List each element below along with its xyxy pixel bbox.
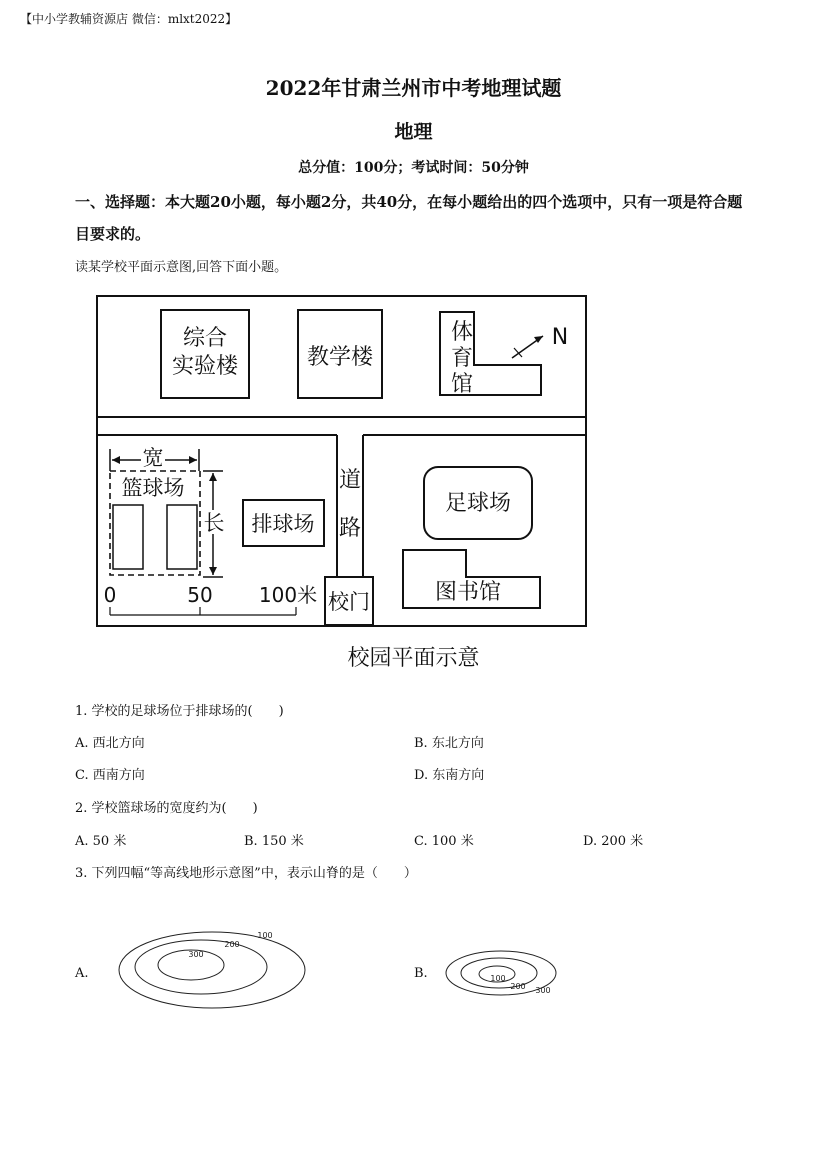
question-3: 3. 下列四幅“等高线地形示意图”中，表示山脊的是（ ） — [75, 866, 417, 881]
contour-b-label-200: 200 — [510, 982, 526, 991]
question-2: 2. 学校篮球场的宽度约为( ) — [75, 801, 258, 816]
question-1: 1. 学校的足球场位于排球场的( ) — [75, 704, 284, 719]
volleyball-label: 排球场 — [251, 512, 315, 536]
q1-option-c: C. 西南方向 — [75, 768, 145, 783]
road-label-2: 路 — [338, 516, 362, 541]
gym-label-3: 馆 — [450, 372, 474, 397]
reading-prompt: 读某学校平面示意图,回答下面小题。 — [75, 260, 288, 275]
width-label: 宽 — [142, 446, 164, 470]
library-label: 图书馆 — [434, 580, 502, 605]
q1-option-b: B. 东北方向 — [414, 736, 484, 751]
section-heading: 一、选择题：本大题20小题，每小题2分，共40分，在每小题给出的四个选项中，只有一项是符合题目要求的。 — [75, 193, 743, 243]
q3-option-a: A. — [75, 966, 89, 981]
contour-a-label-300: 300 — [188, 950, 204, 959]
lab-label-1: 综合 — [182, 326, 228, 351]
length-label: 长 — [203, 511, 225, 535]
north-label: N — [551, 325, 569, 350]
lab-label-2: 实验楼 — [171, 354, 239, 379]
exam-subject: 地理 — [394, 121, 433, 143]
scale-0: 0 — [103, 583, 117, 607]
gym-label-1: 体 — [450, 320, 474, 345]
road-label-1: 道 — [338, 468, 362, 493]
contour-b-label-300: 300 — [535, 986, 551, 995]
score-time-info: 总分值：100分；考试时间：50分钟 — [298, 160, 529, 176]
scale-100: 100米 — [258, 583, 318, 607]
exam-title: 2022年甘肃兰州市中考地理试题 — [265, 76, 562, 100]
contour-a-label-200: 200 — [224, 940, 240, 949]
basketball-label: 篮球场 — [121, 476, 185, 500]
q2-option-d: D. 200 米 — [583, 834, 644, 849]
header-note: 【中小学教辅资源店 微信：mlxt2022】 — [20, 12, 238, 26]
q2-option-c: C. 100 米 — [414, 834, 474, 849]
gym-label-2: 育 — [450, 346, 474, 371]
school-map — [96, 295, 587, 627]
contour-a-label-100: 100 — [257, 931, 273, 940]
q2-option-a: A. 50 米 — [75, 834, 127, 849]
scale-50: 50 — [187, 583, 213, 607]
gate-label: 校门 — [328, 590, 370, 614]
contour-b-label-100: 100 — [490, 974, 506, 983]
football-label: 足球场 — [444, 491, 512, 516]
teaching-label: 教学楼 — [306, 345, 374, 370]
q1-option-d: D. 东南方向 — [414, 768, 485, 783]
contour-map-a — [115, 925, 310, 1010]
q2-option-b: B. 150 米 — [244, 834, 304, 849]
contour-map-b — [443, 945, 563, 1000]
q3-option-b: B. — [414, 966, 428, 981]
q1-option-a: A. 西北方向 — [75, 736, 145, 751]
map-caption: 校园平面示意 — [347, 646, 480, 671]
